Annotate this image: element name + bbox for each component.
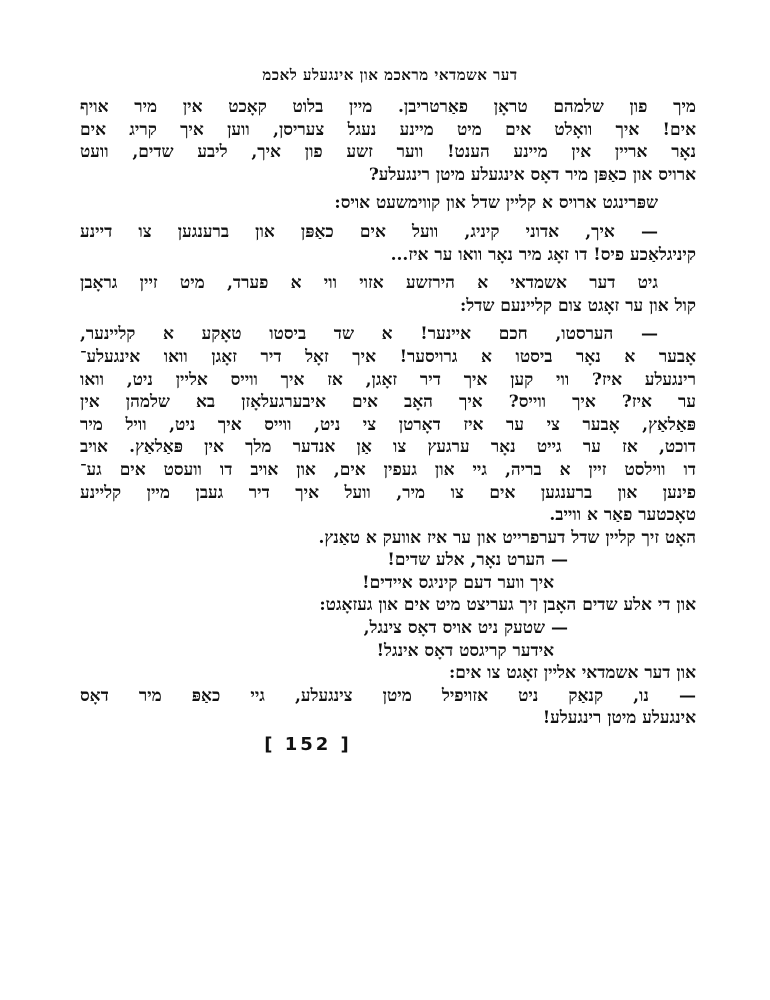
text-line: נאָר אריין אין מיינע הענט! ווער זשע פון איך, ליבע שדים, וועט xyxy=(80,142,696,163)
page-number: [ 152 ] xyxy=(264,734,352,755)
text-line: האָט זיך קליין שדל דערפרייט און ער איז אוועק א טאַנץ. xyxy=(318,527,696,548)
running-head: דער אשמדאי מראכמ און אינגעלע לאכמ xyxy=(262,66,518,84)
text-line: — נו, קנאַק ניט אזויפיל מיטן צינגעלע, גיי כאַפּ מיר דאָס xyxy=(80,685,696,706)
text-line: מיך פון שלמהם טראָן פאַרטריבן. מיין בלוט קאָכט אין מיר אויף xyxy=(80,97,696,117)
verse-line: אידער קריגסט דאָס אינגל! xyxy=(376,640,554,661)
text-line: פינען און ברענגען אים צו מיר, וועל איך דיר געבן מיין קליינע xyxy=(80,482,696,503)
verse-line: — שטעק ניט אויס דאָס צינגל, xyxy=(363,618,568,639)
body-text xyxy=(80,96,696,730)
text-line: און די אלע שדים האָבן זיך געריצט מיט אים און געזאָגט: xyxy=(319,595,696,616)
text-line: דוכט, אז ער גייט נאָר ערגעץ צו אַן אנדער מלך אין פּאַלאַץ. אויב xyxy=(80,437,696,458)
text-line: אינגעלע מיטן רינגעלע! xyxy=(542,708,696,729)
text-line: אָבער א נאָר ביסטו א גרויסער! איך זאָל דיר זאָגן וואו אינגעלע־ xyxy=(80,346,696,367)
text-line: גיט דער אשמדאי א הירזשע אזוי ווי א פערד, מיט זיין גראָבן xyxy=(80,273,658,294)
text-line: אים! איך וואָלט אים מיט מיינע נעגל צעריסן, ווען איך קריג אים xyxy=(80,119,696,140)
text-line: ארויס און כאַפּן מיר דאָס אינגעלע מיטן רינגעלע? xyxy=(368,164,696,185)
verse-line: — הערט נאָר, אלע שדים! xyxy=(387,550,568,571)
text-line: ער איז? איך ווייס? איך האָב אים איבערגעלאָזן בא שלמהן אין xyxy=(80,392,696,413)
text-line: — הערסטו, חכם איינער! א שד ביסטו טאָקע א קליינער, xyxy=(80,324,658,345)
text-line: קול און ער זאָגט צום קליינעם שדל: xyxy=(459,295,696,316)
text-line: און דער אשמדאי אליין זאָגט צו אים: xyxy=(449,663,696,684)
text-line: רינגעלע איז? ווי קען איך דיר זאָגן, אז איך ווייס אליין ניט, וואו xyxy=(80,369,696,390)
text-line: דו ווילסט זיין א בריה, גיי און געפין אים, און אויב דו וועסט אים גע־ xyxy=(80,459,696,480)
text-line: — איך, אדוני קיניג, וועל אים כאַפּן און ברענגען צו דיינע xyxy=(80,221,658,242)
verse-line: איך ווער דעם קיניגס איידים! xyxy=(362,572,554,593)
text-line: פּאַלאַץ, אָבער צי ער איז דאָרטן צי ניט, ווייס איך ניט, וויל מיר xyxy=(80,414,696,435)
text-line: טאָכטער פאַר א ווייב. xyxy=(549,505,696,526)
text-line: קיניגלאַכע פיס! דו זאָג מיר נאָר וואו ער איז... xyxy=(390,244,696,265)
text-line: שפּרינגט ארויס א קליין שדל און קווימשעט אויס: xyxy=(334,193,658,214)
